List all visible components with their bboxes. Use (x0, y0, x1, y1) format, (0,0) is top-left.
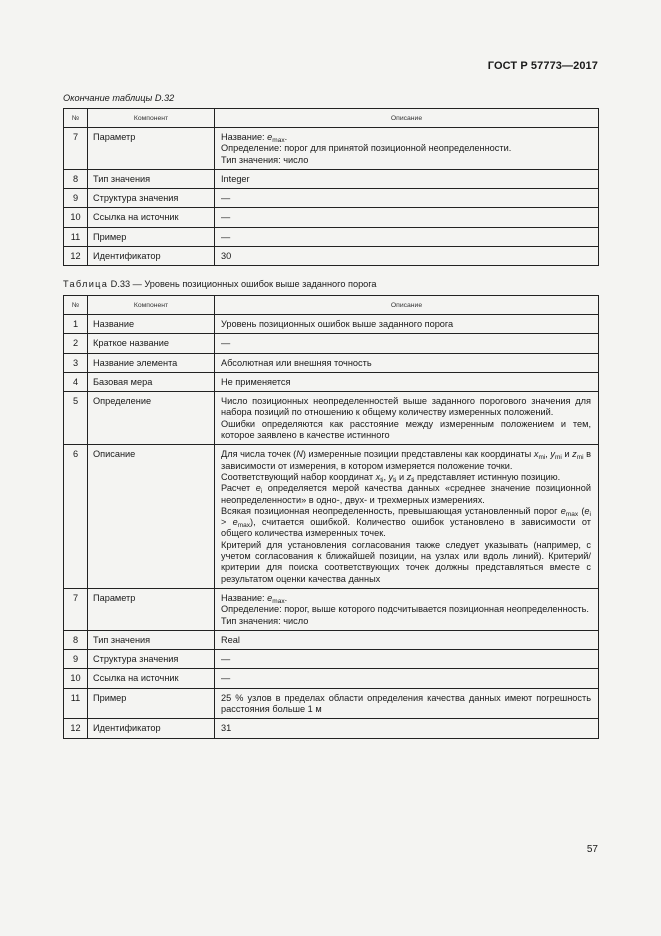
table-header-row (64, 296, 599, 315)
row-component: Структура значения (88, 189, 215, 208)
standard-number: ГОСТ Р 57773—2017 (487, 60, 598, 72)
row-num: 9 (64, 189, 88, 208)
description-paragraph: Всякая позиционная неопределенность, превышающая установленный порог $e_{max}$ $(e_i > e_{max})$, считается ошибкой. Количество ошибок установлено в зависимости от общего количества измеренных точек. (221, 505, 591, 539)
table-row (64, 247, 599, 266)
row-num: 2 (64, 334, 88, 353)
table-row (64, 588, 599, 630)
row-description: Real (215, 630, 599, 649)
row-component: Описание (88, 445, 215, 589)
table-row (64, 227, 599, 246)
table-row (64, 688, 599, 719)
row-description: Абсолютная или внешняя точность (215, 353, 599, 372)
definition-paragraph: Число позиционных неопределенностей выше заданного порогового значения для набора позиций по отношению к общему количеству измеренных положений. (221, 396, 591, 418)
row-component: Тип значения (88, 169, 215, 188)
row-component: Идентификатор (88, 719, 215, 738)
table1-caption: Окончание таблицы D.32 (63, 93, 175, 103)
row-component: Структура значения (88, 650, 215, 669)
row-description: Уровень позиционных ошибок выше заданного порога (215, 315, 599, 334)
row-component: Ссылка на источник (88, 669, 215, 688)
row-description (215, 392, 599, 445)
header-num: № (64, 109, 88, 128)
row-component: Название (88, 315, 215, 334)
row-num: 11 (64, 688, 88, 719)
table-row (64, 353, 599, 372)
param-definition: Определение: порог для принятой позиционной неопределенности. (221, 143, 512, 154)
row-num: 11 (64, 227, 88, 246)
table-row (64, 128, 599, 170)
row-description: — (215, 334, 599, 353)
row-num: 8 (64, 630, 88, 649)
row-num: 7 (64, 128, 88, 170)
row-description (215, 688, 599, 719)
header-component: Компонент (88, 296, 215, 315)
row-description: Не применяется (215, 372, 599, 391)
row-num: 7 (64, 588, 88, 630)
table-row (64, 392, 599, 445)
table-row (64, 445, 599, 589)
row-component: Идентификатор (88, 247, 215, 266)
row-num: 5 (64, 392, 88, 445)
row-num: 10 (64, 669, 88, 688)
row-num: 4 (64, 372, 88, 391)
row-component: Ссылка на источник (88, 208, 215, 227)
row-num: 12 (64, 247, 88, 266)
row-description: — (215, 208, 599, 227)
row-description (215, 588, 599, 630)
table-row (64, 315, 599, 334)
header-component: Компонент (88, 109, 215, 128)
table-row (64, 372, 599, 391)
row-component: Параметр (88, 588, 215, 630)
header-description: Описание (215, 296, 599, 315)
row-component: Определение (88, 392, 215, 445)
row-description: 31 (215, 719, 599, 738)
param-value-type: Тип значения: число (221, 154, 309, 165)
row-description: — (215, 227, 599, 246)
page-number: 57 (586, 844, 598, 855)
header-num: № (64, 296, 88, 315)
row-description (215, 128, 599, 170)
row-num: 8 (64, 169, 88, 188)
description-paragraph: Соответствующий набор координат $x_{ti}$, $y_{ti}$ и $z_{ti}$ представляет истинную позицию. (221, 471, 561, 484)
example-text: 25 % узлов в пределах области определения качества данных имеют погрешность расстояния больше 1 м (221, 692, 591, 715)
param-value-type: Тип значения: число (221, 615, 309, 626)
description-paragraph: Расчет $e_i$ определяется мерой качества данных «среднее значение позиционной неопределенности» в одно-, двух- и трехмерных измерениях. (221, 483, 591, 505)
row-component: Пример (88, 227, 215, 246)
table-header-row (64, 109, 599, 128)
row-description: — (215, 189, 599, 208)
row-component: Тип значения (88, 630, 215, 649)
row-num: 12 (64, 719, 88, 738)
table-row (64, 669, 599, 688)
table2-caption: Таблица D.33 — Уровень позиционных ошибок выше заданного порога (63, 279, 377, 289)
row-description: 30 (215, 247, 599, 266)
table-row (64, 650, 599, 669)
param-definition: Определение: порог, выше которого подсчитывается позиционная неопределенность. (221, 604, 589, 615)
table-d33 (63, 295, 599, 739)
row-num: 1 (64, 315, 88, 334)
header-description: Описание (215, 109, 599, 128)
table-row (64, 169, 599, 188)
row-description: Integer (215, 169, 599, 188)
row-component: Пример (88, 688, 215, 719)
row-component: Параметр (88, 128, 215, 170)
table-row (64, 334, 599, 353)
row-num: 6 (64, 445, 88, 589)
row-description: — (215, 669, 599, 688)
description-paragraph: Для числа точек (N) измеренные позиции представлены как координаты $x_{mi}$, $y_{mi}$ и $z_{mi}$ в зависимости от измерения, в котором измеряется положение точки. (221, 449, 592, 471)
row-num: 9 (64, 650, 88, 669)
param-name: Название: $e_{max}$. (221, 132, 288, 144)
row-description: — (215, 650, 599, 669)
table-row (64, 189, 599, 208)
table-row (64, 630, 599, 649)
table-row (64, 719, 599, 738)
row-component: Базовая мера (88, 372, 215, 391)
description-paragraph: Критерий для установления согласования также следует указывать (например, с учетом согласования к ближайшей позиции, на узлах или вдоль линий). Критерий/критерии для поиска соответствующих точек должны представляться вместе с результатом оценки качества данных (221, 539, 591, 584)
param-name: Название: $e_{max}$. (221, 592, 288, 605)
row-num: 10 (64, 208, 88, 227)
table-d32-end (63, 108, 599, 266)
table-row (64, 208, 599, 227)
row-component: Краткое название (88, 334, 215, 353)
row-component: Название элемента (88, 353, 215, 372)
definition-paragraph: Ошибки определяются как расстояние между измеренным положением и тем, которое заявлено в качестве истинного (221, 418, 591, 441)
row-description (215, 445, 599, 589)
row-num: 3 (64, 353, 88, 372)
